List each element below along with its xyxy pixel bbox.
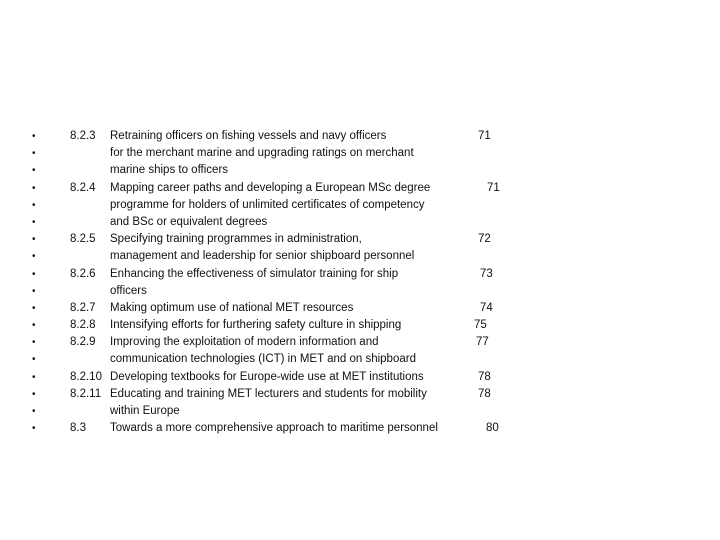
toc-line	[0, 180, 720, 197]
bullet-icon: •	[32, 423, 36, 435]
toc-line	[0, 197, 720, 214]
section-title: Mapping career paths and developing a European MSc degree	[110, 181, 431, 194]
bullet-icon: •	[32, 388, 36, 400]
section-number: 8.2.4	[70, 181, 96, 194]
toc-line	[0, 145, 720, 162]
page-number: 71	[478, 130, 491, 142]
section-title: officers	[110, 284, 147, 297]
section-title: programme for holders of unlimited certificates of competency	[110, 198, 425, 211]
bullet-icon: •	[32, 371, 36, 383]
toc-line	[0, 369, 720, 386]
bullet-icon: •	[32, 268, 36, 280]
section-title: communication technologies (ICT) in MET and on shipboard	[110, 353, 416, 366]
bullet-icon: •	[32, 354, 36, 366]
section-number: 8.2.8	[70, 319, 96, 332]
page-number: 73	[480, 267, 493, 280]
section-title: Enhancing the effectiveness of simulator training for ship	[110, 267, 399, 280]
toc-line	[0, 420, 720, 437]
section-number: 8.2.3	[70, 130, 96, 142]
toc-line	[0, 300, 720, 317]
toc-line	[0, 334, 720, 351]
section-title: Making optimum use of national MET resources	[110, 301, 354, 314]
toc-line	[0, 283, 720, 300]
bullet-icon: •	[32, 406, 36, 417]
bullet-icon: •	[32, 199, 36, 211]
section-title: Intensifying efforts for furthering safety culture in shipping	[110, 319, 402, 332]
section-number: 8.2.9	[70, 336, 96, 349]
section-title: Developing textbooks for Europe-wide use at MET institutions	[110, 370, 424, 383]
section-title: Retraining officers on fishing vessels and navy officers	[110, 130, 387, 142]
section-title: Towards a more comprehensive approach to maritime personnel	[110, 422, 438, 435]
toc-line	[0, 351, 720, 368]
page-number: 72	[478, 233, 491, 246]
bullet-icon: •	[32, 251, 36, 263]
section-title: marine ships to officers	[110, 164, 229, 177]
toc-line	[0, 317, 720, 334]
page-number: 78	[478, 387, 491, 400]
section-number: 8.2.7	[70, 301, 96, 314]
section-title: and BSc or equivalent degrees	[110, 215, 268, 228]
bullet-icon: •	[32, 285, 36, 297]
toc-line	[0, 162, 720, 179]
section-title: within Europe	[110, 405, 180, 417]
toc-line	[0, 128, 720, 145]
page-number: 77	[476, 336, 489, 349]
toc-line	[0, 231, 720, 248]
bullet-icon: •	[32, 234, 36, 246]
page-number: 78	[478, 370, 491, 383]
toc-line	[0, 266, 720, 283]
bullet-icon: •	[32, 165, 36, 177]
section-number: 8.2.10	[70, 370, 102, 383]
section-number: 8.2.5	[70, 233, 96, 246]
table-of-contents	[0, 128, 720, 437]
bullet-icon: •	[32, 302, 36, 314]
bullet-icon: •	[32, 148, 36, 160]
bullet-icon: •	[32, 337, 36, 349]
section-number: 8.3	[70, 422, 86, 435]
section-title: Specifying training programmes in administration,	[110, 233, 362, 246]
section-title: management and leadership for senior shipboard personnel	[110, 250, 415, 263]
bullet-icon: •	[32, 216, 36, 228]
bullet-icon: •	[32, 131, 36, 142]
section-title: Improving the exploitation of modern information and	[110, 336, 379, 349]
page-number: 75	[474, 319, 487, 332]
toc-line	[0, 214, 720, 231]
bullet-icon: •	[32, 182, 36, 194]
page-number: 74	[480, 301, 493, 314]
section-title: Educating and training MET lecturers and students for mobility	[110, 387, 427, 400]
toc-line	[0, 386, 720, 403]
toc-line	[0, 403, 720, 420]
section-number: 8.2.11	[70, 387, 102, 400]
bullet-icon: •	[32, 320, 36, 332]
section-title: for the merchant marine and upgrading ratings on merchant	[110, 147, 414, 160]
toc-line	[0, 248, 720, 265]
page-number: 71	[487, 181, 500, 194]
page-number: 80	[486, 422, 499, 435]
section-number: 8.2.6	[70, 267, 96, 280]
